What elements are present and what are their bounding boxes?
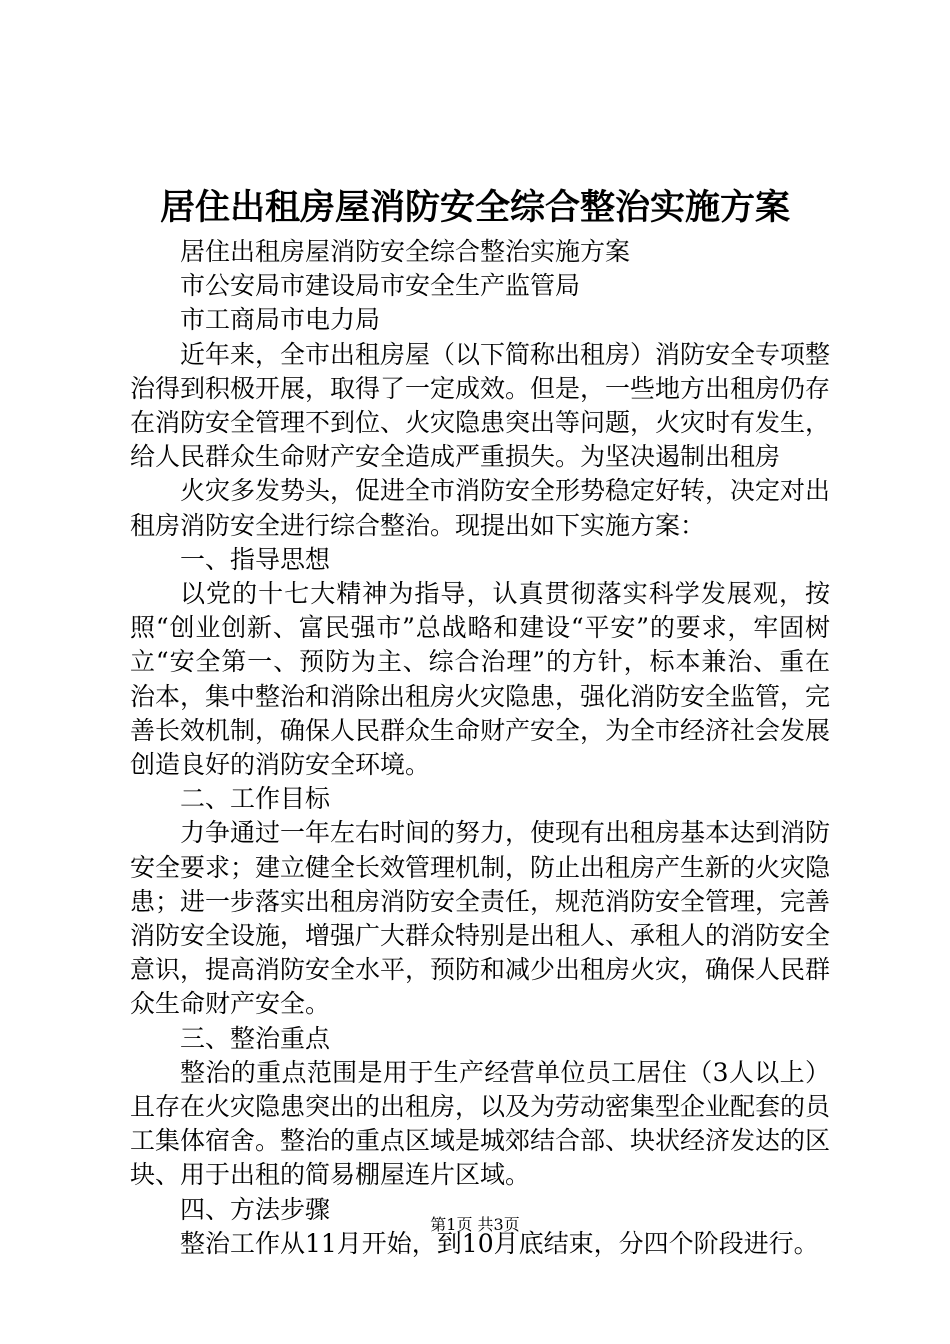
section-heading-method-steps: 四、方法步骤 bbox=[180, 1194, 331, 1224]
paragraph-key-points: 整治的重点范围是用于生产经营单位员工居住（3人以上）且存在火灾隐患突出的出租房，以及为劳动密集型企业配套的员工集体宿舍。整治的重点区域是城郊结合部、块状经济发达的区块、用于出租的简易棚屋连片区域。 bbox=[130, 1057, 831, 1190]
paragraph-intro: 近年来，全市出租房屋（以下简称出租房）消防安全专项整治得到积极开展，取得了一定成效。但是，一些地方出租房仍存在消防安全管理不到位、火灾隐患突出等问题，火灾时有发生，给人民群众生命财产安全造成严重损失。为坚决遏制出租房 bbox=[130, 339, 831, 472]
paragraph-subtitle: 居住出租房屋消防安全综合整治实施方案 bbox=[180, 237, 631, 266]
paragraph-issuers-2: 市工商局市电力局 bbox=[180, 305, 381, 335]
paragraph-issuers-1: 市公安局市建设局市安全生产监管局 bbox=[180, 271, 581, 301]
paragraph-method-steps: 整治工作从11月开始，到10月底结束，分四个阶段进行。 bbox=[180, 1228, 819, 1258]
page-indicator: 第1页 共3页 bbox=[430, 1215, 520, 1234]
document-title: 居住出租房屋消防安全综合整治实施方案 bbox=[159, 187, 790, 228]
paragraph-intro-cont: 火灾多发势头，促进全市消防安全形势稳定好转，决定对出租房消防安全进行综合整治。现提出如下实施方案： bbox=[130, 476, 831, 540]
section-heading-work-goals: 二、工作目标 bbox=[180, 784, 331, 814]
section-heading-guiding-thought: 一、指导思想 bbox=[180, 544, 331, 574]
paragraph-work-goals: 力争通过一年左右时间的努力，使现有出租房基本达到消防安全要求；建立健全长效管理机制，防止出租房产生新的火灾隐患；进一步落实出租房消防安全责任，规范消防安全管理，完善消防安全设施，增强广大群众特别是出租人、承租人的消防安全意识，提高消防安全水平，预防和减少出租房火灾，确保人民群众生命财产安全。 bbox=[130, 818, 831, 1019]
paragraph-guiding-thought: 以党的十七大精神为指导，认真贯彻落实科学发展观，按照“创业创新、富民强市”总战略和建设“平安”的要求，牢固树立“安全第一、预防为主、综合治理”的方针，标本兼治、重在治本，集中整治和消除出租房火灾隐患，强化消防安全监管，完善长效机制，确保人民群众生命财产安全，为全市经济社会发展创造良好的消防安全环境。 bbox=[130, 579, 831, 780]
document-body bbox=[130, 235, 830, 1261]
section-heading-key-points: 三、整治重点 bbox=[180, 1023, 331, 1053]
